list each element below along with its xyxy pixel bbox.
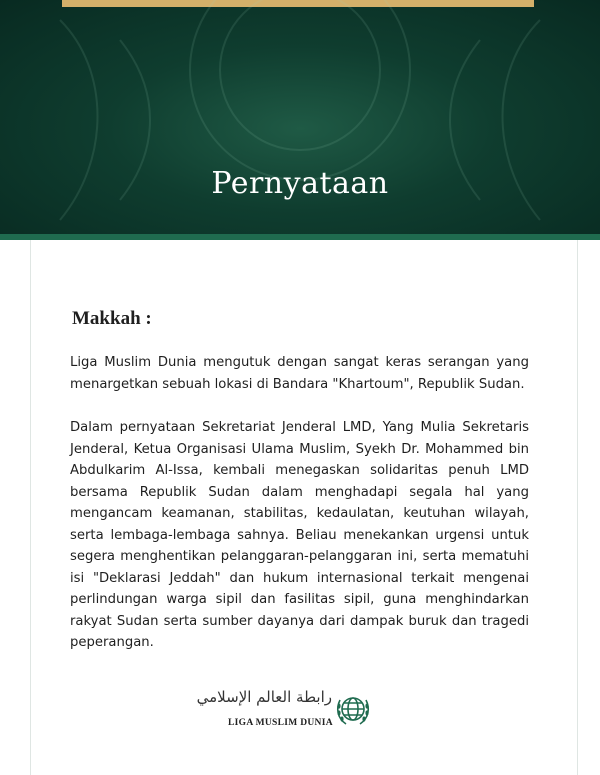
- paragraph-2: Dalam pernyataan Sekretariat Jenderal LMD, Yang Mulia Sekretaris Jenderal, Ketua Organisasi Ulama Muslim, Syekh Dr. Mohammed bin Abdulkarim Al-Issa, kembali menegaskan solidaritas penuh LMD bersama Republik Sudan dalam menghadapi segala hal yang mengancam keamanan, stabilitas, kedaulatan, keutuhan wilayah, serta lembaga-lembaga sahnya. Beliau menekankan urgensi untuk segera menghentikan pelanggaran-pelanggaran ini, serta mematuhi isi "Deklarasi Jeddah" dan hukum internasional terkait mengenai perlindungan warga sipil dan fasilitas sipil, guna menghindarkan rakyat Sudan serta sumber dayanya dari dampak buruk dan tragedi peperangan.: [70, 420, 529, 650]
- paragraph-1: Liga Muslim Dunia mengutuk dengan sangat keras serangan yang menargetkan sebuah lokasi di Bandara "Khartoum", Republik Sudan.: [70, 355, 529, 392]
- logo-latin-text: LIGA MUSLIM DUNIA: [228, 718, 333, 728]
- globe-wreath-icon: [334, 690, 372, 728]
- organization-logo: [196, 688, 374, 734]
- header-banner: [0, 0, 600, 234]
- logo-arabic-text: رابطة العالم الإسلامي: [196, 688, 332, 706]
- dateline: Makkah :: [72, 308, 152, 329]
- page-title: Pernyataan: [211, 166, 389, 201]
